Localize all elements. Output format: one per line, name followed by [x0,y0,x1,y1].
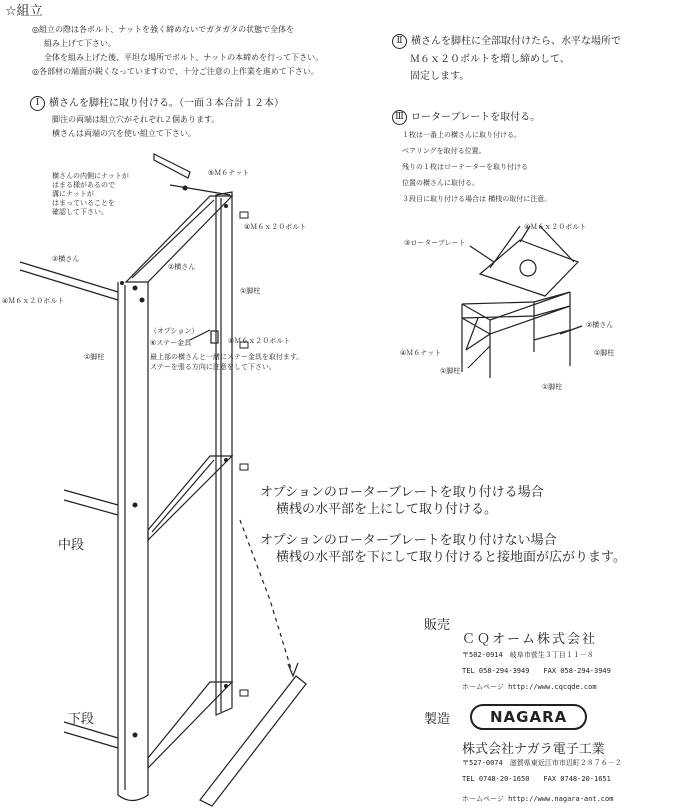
label-r-leg-c: ①脚柱 [542,383,563,391]
intro-line-3: 全体を組み上げた後、平坦な場所でボルト、ナットの本締めを行って下さい。 [44,53,324,62]
label-stay: ⑥ステー金具 [150,339,192,347]
seller-label: 販売 [424,618,451,633]
label-r-leg-a: ①脚柱 [594,349,615,357]
step2-number: Ⅱ [392,34,407,49]
step3-line-5: ３段目に取り付ける場合は 横桟の取付に注意。 [402,195,552,203]
step3-title: ローターブレートを取付る。 [411,112,541,123]
stay-note: 最上部の横さんと一緒にステー金具を取付ます。 ステーを張る方向に注意をして下さい。 [150,353,304,371]
step3-line-1: １枚は一番上の横さんに取り付ける。 [402,131,521,139]
maker-tel: TEL 0748-20-1650 FAX 0748-20-1651 [462,775,611,783]
step1-line-2: 横さんは両端の穴を使い組立て下さい。 [52,129,196,138]
step2-line-2: Ｍ６ｘ２０ボルトを増し締めして、 [410,54,570,65]
note-1-head: オプションのローターブレートを取り付ける場合 [260,485,544,500]
label-r-nut: ④Ｍ６ナット [400,349,442,357]
label-middle: 中段 [58,538,85,553]
step2-line-3: 固定します。 [410,71,470,82]
step3-heading [392,108,540,125]
label-option: （オプション） [150,327,199,335]
label-r-leg-b: ①脚柱 [440,367,461,375]
step2-heading [392,32,621,49]
intro-line-1: ◎組立の際は各ボルト、ナットを強く締めないでガタガタの状態で全体を [32,25,295,34]
note-1-body: 横桟の水平部を上にして取り付ける。 [276,502,498,517]
maker-name: 株式会社ナガラ電子工業 [462,742,605,757]
step1-line-1: 脚注の両端は組立穴がそれぞれ２個あります。 [52,115,220,124]
leg-right-channel [216,192,232,715]
note-2-body: 横桟の水平部を下にして取り付けると接地面が広がります。 [276,550,626,565]
nut-groove-note: 横さんの内側にナットが はまる様があるので 溝にナットが はまっていることを 確認して下さい。 [52,172,129,216]
step1-heading [30,94,284,111]
seller-name: ＣＱオーム株式会社 [462,632,598,647]
label-bolt-1: ④Ｍ６ｘ２０ボルト [244,223,307,231]
step3-line-4: 位置の横さんに取付る。 [402,179,479,187]
label-r-yokosan: ②横さん [586,321,614,329]
step1-title: 横さんを脚柱に取り付ける。（一面３本合計１２本） [49,98,284,109]
intro-line-2: 組み上げて下さい。 [44,39,116,48]
page-title: ☆組立 [5,4,43,19]
nagara-logo: NAGARA [470,704,587,730]
note-2-head: オプションのローターブレートを取り付けない場合 [260,533,557,548]
stay-bracket [211,331,218,343]
maker-web: ホームページ http://www.nagara-ant.com [462,795,614,803]
crossbar-bottom [148,682,232,768]
label-bolt-3: ④Ｍ６ｘ２０ボルト [228,337,291,345]
seller-web: ホームページ http://www.cqcqde.com [462,683,597,691]
label-bolt-2: ④Ｍ６ｘ２０ボルト [2,297,65,305]
label-yokosan-a: ②横さん [52,255,80,263]
label-yokosan-b: ②横さん [168,263,196,271]
label-leg-a: ①脚柱 [240,287,261,295]
label-r-rotor: ③ローターブレート [404,239,466,247]
crossbar-middle [148,456,232,540]
step3-line-3: 残りの１枚はローテーターを取り付ける [402,163,528,171]
leg-left-front [118,282,148,801]
label-m6-nut: ⑤Ｍ６ナット [208,169,250,177]
label-bottom: 下段 [68,712,95,727]
label-leg-b: ①脚柱 [84,353,105,361]
maker-label: 製造 [424,712,451,727]
seller-tel: TEL 058-294-3949 FAX 058-294-3949 [462,667,611,675]
intro-line-4: ◎各部材の端面が鋭くなっていますので、十分ご注意の上作業を進めて下さい。 [32,67,319,76]
maker-address: 〒527-0074 滋賀県東近江市市辺町２８７６－２ [462,759,622,767]
seller-address: 〒502-0914 岐阜市菅生３丁目１１－８ [462,651,594,659]
label-r-bolt: ④Ｍ６ｘ２０ボルト [524,223,587,231]
rotor-plate [480,240,578,296]
step3-line-2: ベアリングを取付る位置。 [402,147,486,155]
step2-line-1: 横さんを脚柱に全部取付けたら、水平な場所で [411,36,621,47]
step1-number: Ⅰ [30,96,45,111]
step3-number: Ⅲ [392,110,407,125]
